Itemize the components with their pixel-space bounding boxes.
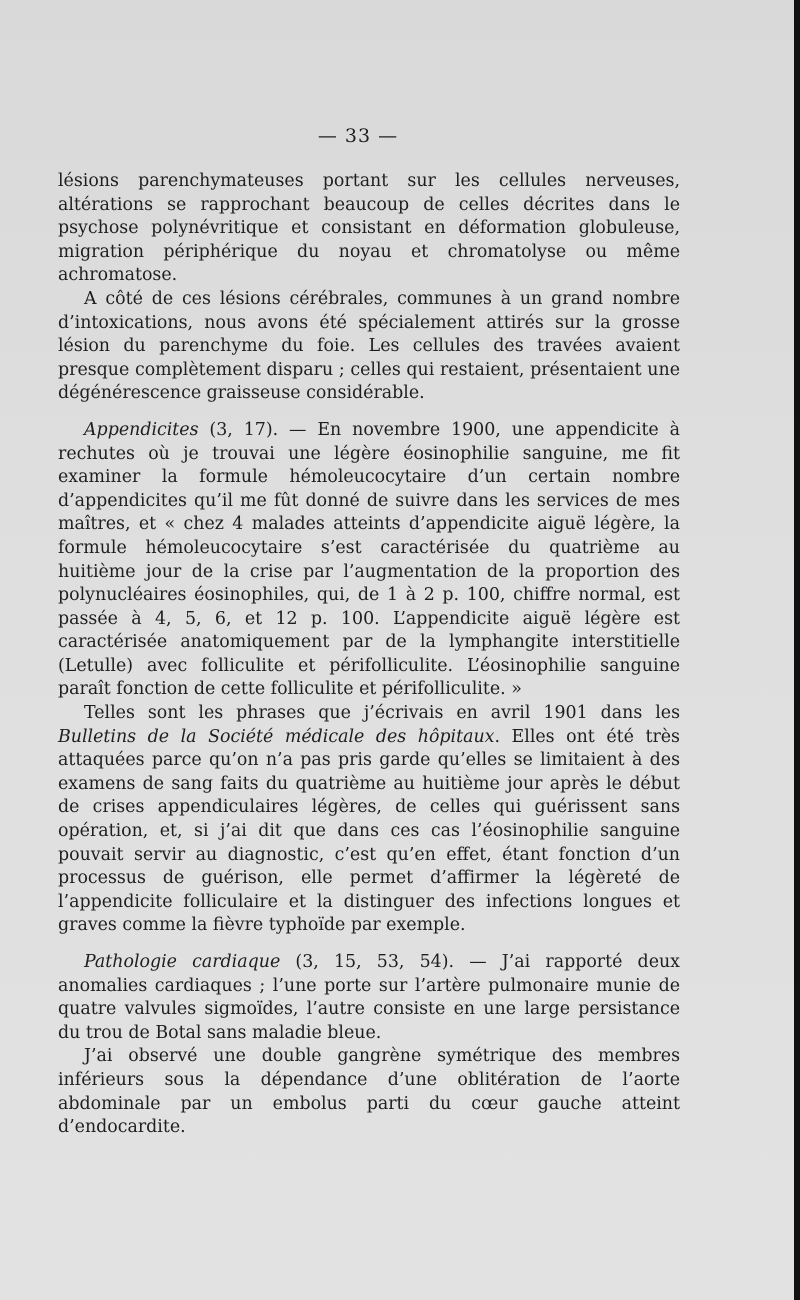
journal-title: Bulletins de la Société médicale des hôpitaux: [58, 726, 495, 747]
paragraph-appendicites: [58, 419, 680, 702]
body-text: [58, 170, 680, 1140]
scan-border: [794, 0, 800, 1300]
page-number: — 33 —: [317, 125, 399, 147]
section-heading-pathologie-cardiaque: Pathologie cardiaque: [84, 952, 281, 972]
paragraph-pathologie-cardiaque: [58, 951, 680, 1045]
paragraph-gangrene: J’ai observé une double gangrène symétrique des membres inférieurs sous la dépendance d’une oblitération de l’aorte abdominale par un embolus parti du cœur gauche atteint d’endocardite.: [58, 1046, 680, 1138]
paragraph-continuation: lésions parenchymateuses portant sur les cellules nerveuses, altérations se rapprochant beaucoup de celles décrites dans le psychose polynévritique et consistant en déformation globuleuse, migration périphérique du noyau et chromatolyse ou même achromatose.: [58, 171, 680, 286]
paragraph-bulletins-after: . Elles ont été très attaquées parce qu’on n’a pas pris garde qu’elles se limitaient à des examens de sang faits du quatrième au huitième jour après le début de crises appendiculaires légères, de celles qui guérissent sans opération, et, si j’ai dit que dans ces cas l’éosinophilie sanguine pouvait servir au diagnostic, c’est qu’en effet, étant fonction d’un processus de guérison, elle permet d’affirmer la légèreté de l’appendicite folliculaire et la distinguer des infections longues et graves comme la fièvre typhoïde par exemple.: [58, 726, 680, 936]
paragraph-appendicites-text: (3, 17). — En novembre 1900, une appendicite à rechutes où je trouvai une légère éosinophilie sanguine, me fit examiner la formule hémoleucocytaire d’un certain nombre d’appendicites qu’il me fût donné de suivre dans les services de mes maîtres, et « chez 4 malades atteints d’appendicite aiguë légère, la formule hémoleucocytaire s’est caractérisée du quatrième au huitième jour de la crise par l’augmentation de la proportion des polynucléaires éosinophiles, qui, de 1 à 2 p. 100, chiffre normal, est passée à 4, 5, 6, et 12 p. 100. L’appendicite aiguë légère est caractérisée anatomiquement par de la lymphangite interstitielle (Letulle) avec folliculite et périfolliculite. L’éosinophilie sanguine paraît fonction de cette folliculite et périfolliculite. »: [58, 419, 680, 700]
paragraph-pathologie-cardiaque-text: (3, 15, 53, 54). — J’ai rapporté deux anomalies cardiaques ; l’une porte sur l’artère pulmonaire munie de quatre valvules sigmoïdes, l’autre consiste en une large persistance du trou de Botal sans maladie bleue.: [58, 952, 680, 1043]
section-heading-appendicites: Appendicites: [84, 419, 199, 440]
paragraph-cerebral-lesions: A côté de ces lésions cérébrales, communes à un grand nombre d’intoxications, nous avons été spécialement attirés sur la grosse lésion du parenchyme du foie. Les cellules des travées avaient presque complètement disparu ; celles qui restaient, présentaient une dégénérescence graisseuse considérable.: [58, 288, 680, 404]
paragraph-bulletins: [58, 702, 680, 938]
paragraph-bulletins-before: Telles sont les phrases que j’écrivais en avril 1901 dans les: [84, 703, 680, 724]
